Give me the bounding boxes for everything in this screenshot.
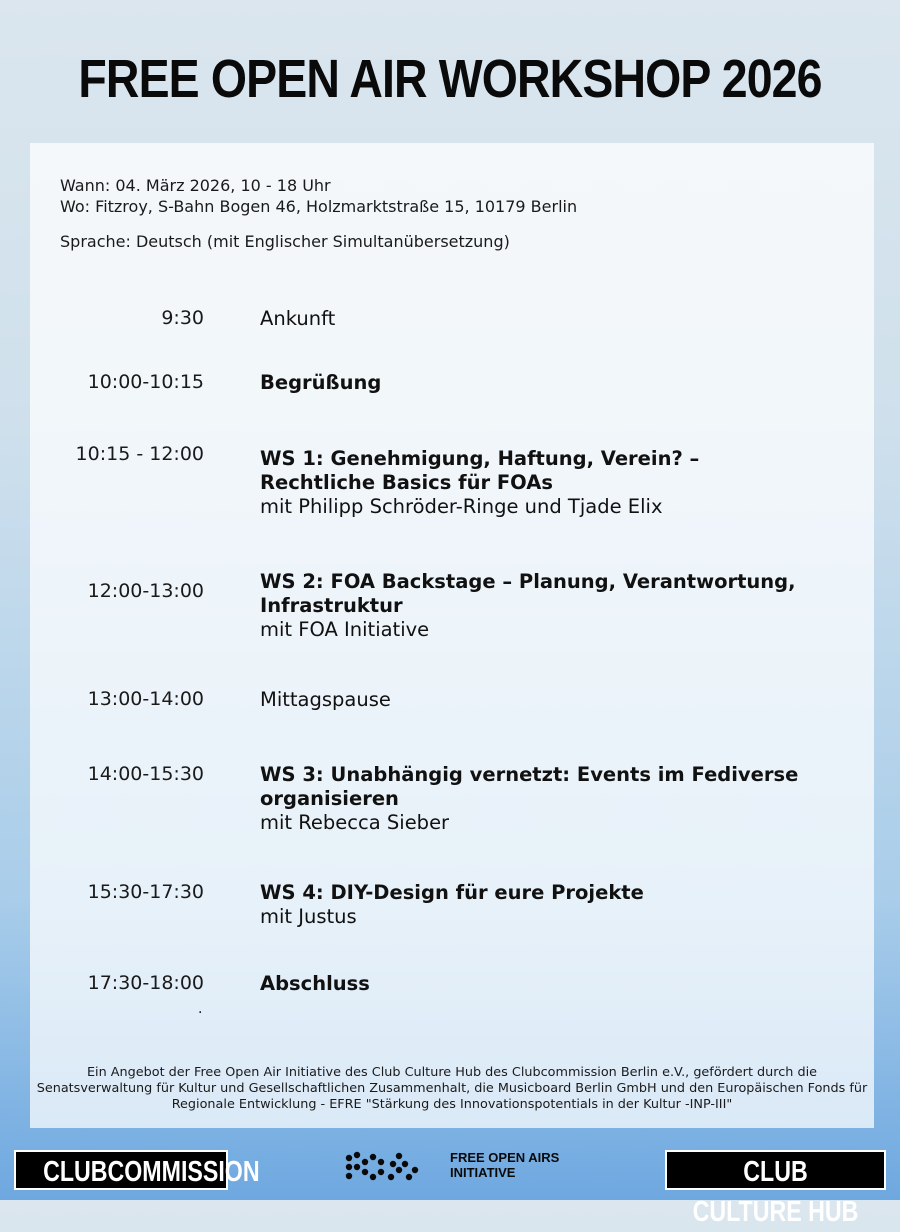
foa-logo-icon bbox=[343, 1150, 419, 1184]
schedule-time: 13:00-14:00 bbox=[87, 688, 204, 710]
schedule-time: 17:30-18:00 bbox=[87, 972, 204, 994]
schedule-speakers: mit FOA Initiative bbox=[260, 618, 430, 641]
schedule-title: WS 2: FOA Backstage – Planung, Verantwortung, Infrastruktur bbox=[260, 570, 796, 617]
schedule-time: 14:00-15:30 bbox=[87, 763, 204, 785]
schedule-title: Mittagspause bbox=[260, 688, 391, 711]
clubcommission-logo: CLUBCOMMISSION bbox=[14, 1150, 228, 1190]
schedule-title: WS 4: DIY-Design für eure Projekte bbox=[260, 881, 644, 904]
schedule-speakers: mit Rebecca Sieber bbox=[260, 811, 450, 834]
club-culture-hub-logo: CLUB CULTURE HUB bbox=[665, 1150, 886, 1190]
schedule-time: 12:00-13:00 bbox=[87, 580, 204, 602]
foa-initiative-label: FREE OPEN AIRS INITIATIVE bbox=[450, 1150, 560, 1180]
page-title: FREE OPEN AIR WORKSHOP 2026 bbox=[78, 49, 822, 109]
schedule-title: Begrüßung bbox=[260, 371, 382, 394]
schedule-time: 9:30 bbox=[161, 307, 204, 329]
schedule-title: Abschluss bbox=[260, 972, 370, 995]
schedule-title: WS 3: Unabhängig vernetzt: Events im Fediverse organisieren bbox=[260, 763, 799, 810]
schedule-speakers: mit Philipp Schröder-Ringe und Tjade Elix bbox=[260, 495, 663, 518]
schedule-time: 10:00-10:15 bbox=[87, 371, 204, 393]
schedule-speakers: mit Justus bbox=[260, 905, 357, 928]
event-info bbox=[60, 175, 577, 252]
schedule-time: 10:15 - 12:00 bbox=[75, 443, 204, 465]
event-location: Wo: Fitzroy, S-Bahn Bogen 46, Holzmarktstraße 15, 10179 Berlin bbox=[60, 197, 578, 216]
stray-dot: . bbox=[198, 1001, 203, 1017]
schedule-title: Ankunft bbox=[260, 307, 336, 330]
event-date: Wann: 04. März 2026, 10 - 18 Uhr bbox=[60, 176, 331, 195]
program-card bbox=[30, 143, 874, 1128]
funding-note: Ein Angebot der Free Open Air Initiative des Club Culture Hub des Clubcommission Berlin e.V., gefördert durch die Senatsverwaltung für Kultur und Gesellschaftlichen Zusammenhalt, die Musicboard Berlin GmbH und den Europäischen Fonds für Regionale Entwicklung - EFRE "Stärkung des Innovationspotentials in der Kultur -INP-III" bbox=[36, 1065, 868, 1112]
schedule-title: WS 1: Genehmigung, Haftung, Verein? – Rechtliche Basics für FOAs bbox=[260, 447, 700, 494]
event-language: Sprache: Deutsch (mit Englischer Simultanübersetzung) bbox=[60, 232, 510, 251]
schedule-time: 15:30-17:30 bbox=[87, 881, 204, 903]
